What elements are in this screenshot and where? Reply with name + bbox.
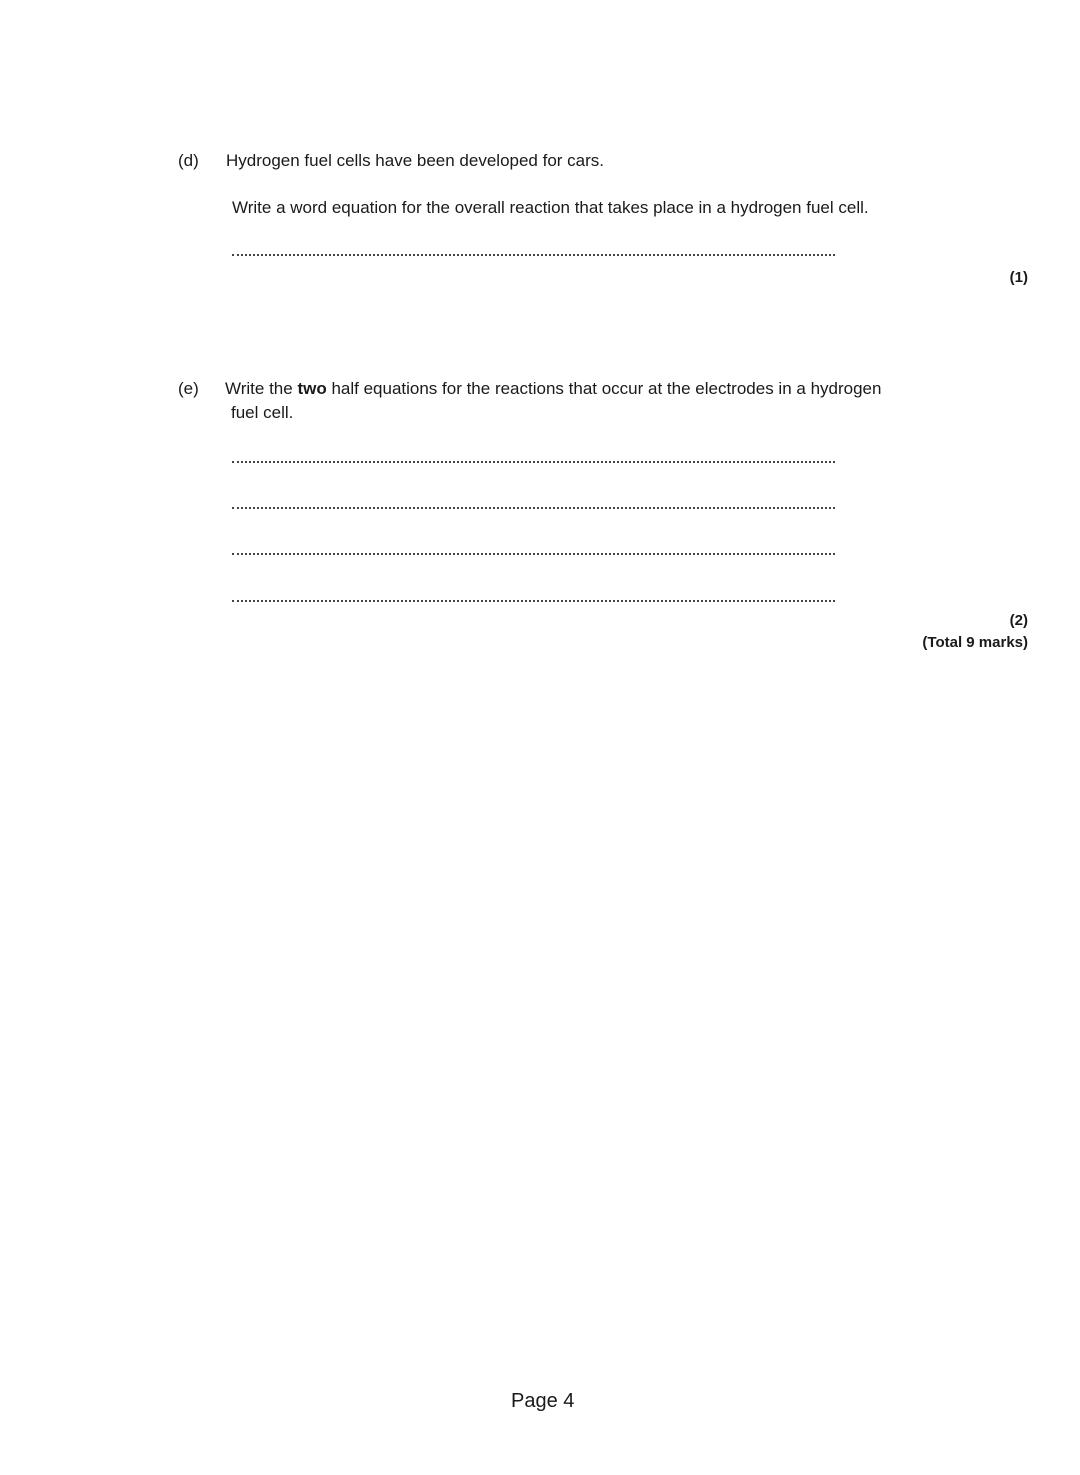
part-d-label: (d)	[178, 151, 199, 170]
part-e-question-before: Write the	[225, 379, 298, 398]
part-d-instruction: Write a word equation for the overall reaction that takes place in a hydrogen fuel cell.	[232, 198, 869, 217]
page-number: Page 4	[511, 1390, 575, 1412]
total-marks: (Total 9 marks)	[922, 634, 1028, 651]
part-e-question-after: half equations for the reactions that occur at the electrodes in a hydrogen	[326, 379, 882, 398]
part-d-stem: Hydrogen fuel cells have been developed for cars.	[226, 151, 605, 170]
part-e-label: (e)	[178, 379, 199, 398]
part-e-answer-line-3[interactable]	[232, 553, 835, 555]
part-e-marks: (2)	[1009, 612, 1028, 629]
part-e-answer-line-2[interactable]	[232, 507, 835, 509]
part-e-question-line2: fuel cell.	[231, 403, 294, 422]
part-d-answer-line[interactable]	[232, 254, 835, 256]
part-e-question-bold: two	[297, 379, 327, 398]
part-e-question	[225, 377, 881, 401]
part-e-answer-line-4[interactable]	[232, 600, 835, 602]
part-e-answer-line-1[interactable]	[232, 461, 835, 463]
part-d-marks: (1)	[1009, 269, 1028, 286]
